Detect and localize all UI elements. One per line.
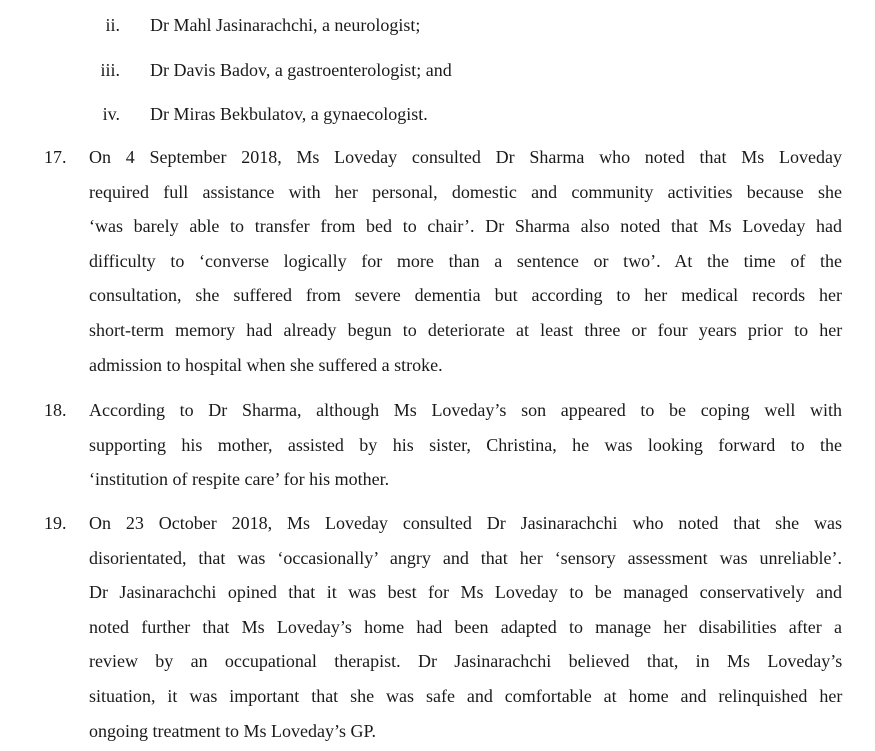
- paragraph-line: noted further that Ms Loveday’s home had been adapted to manage her disabilities after a: [89, 616, 842, 637]
- paragraph-line: ‘was barely able to transfer from bed to chair’. Dr Sharma also noted that Ms Loveday had: [89, 216, 842, 237]
- paragraph-line: ‘institution of respite care’ for his mother.: [89, 469, 390, 490]
- paragraph-line: situation, it was important that she was safe and comfortable at home and relinquished her: [89, 685, 843, 706]
- list-item-text: Dr Mahl Jasinarachchi, a neurologist;: [150, 15, 421, 35]
- paragraph-body: [89, 393, 842, 497]
- list-item-numeral: iv.: [102, 104, 120, 124]
- paragraph-line: disorientated, that was ‘occasionally’ angry and that her ‘sensory assessment was unreliable’.: [89, 547, 842, 568]
- paragraph-line: admission to hospital when she suffered a stroke.: [89, 354, 443, 375]
- list-item-ii: [0, 12, 875, 38]
- paragraph-number: 19.: [44, 513, 67, 533]
- list-item-text: Dr Miras Bekbulatov, a gynaecologist.: [150, 104, 428, 124]
- paragraph-line: short-term memory had already begun to deteriorate at least three or four years prior to her: [89, 319, 843, 340]
- paragraph-line: On 4 September 2018, Ms Loveday consulted Dr Sharma who noted that Ms Loveday: [89, 147, 842, 167]
- paragraph-number: 17.: [44, 147, 67, 167]
- list-item-iv: [0, 101, 875, 127]
- paragraph-line: consultation, she suffered from severe dementia but according to her medical records her: [89, 285, 842, 306]
- paragraph-line: ongoing treatment to Ms Loveday’s GP.: [89, 720, 376, 741]
- list-item-numeral: iii.: [100, 60, 120, 80]
- paragraph-line: required full assistance with her personal, domestic and community activities because she: [89, 181, 842, 202]
- paragraph-line: supporting his mother, assisted by his sister, Christina, he was looking forward to the: [89, 434, 842, 455]
- paragraph-line: review by an occupational therapist. Dr Jasinarachchi believed that, in Ms Loveday’s: [89, 651, 843, 672]
- paragraph-line: Dr Jasinarachchi opined that it was best for Ms Loveday to be managed conservatively and: [89, 582, 842, 603]
- list-item-text: Dr Davis Badov, a gastroenterologist; and: [150, 60, 452, 80]
- list-item-iii: [0, 57, 875, 83]
- list-item-numeral: ii.: [105, 15, 120, 35]
- paragraph-number: 18.: [44, 400, 67, 420]
- paragraph-line: On 23 October 2018, Ms Loveday consulted Dr Jasinarachchi who noted that she was: [89, 513, 842, 533]
- paragraph-line: According to Dr Sharma, although Ms Loveday’s son appeared to be coping well with: [89, 400, 842, 420]
- paragraph-body: [89, 506, 842, 748]
- paragraph-body: [89, 140, 842, 382]
- paragraph-line: difficulty to ‘converse logically for more than a sentence or two’. At the time of the: [89, 250, 842, 271]
